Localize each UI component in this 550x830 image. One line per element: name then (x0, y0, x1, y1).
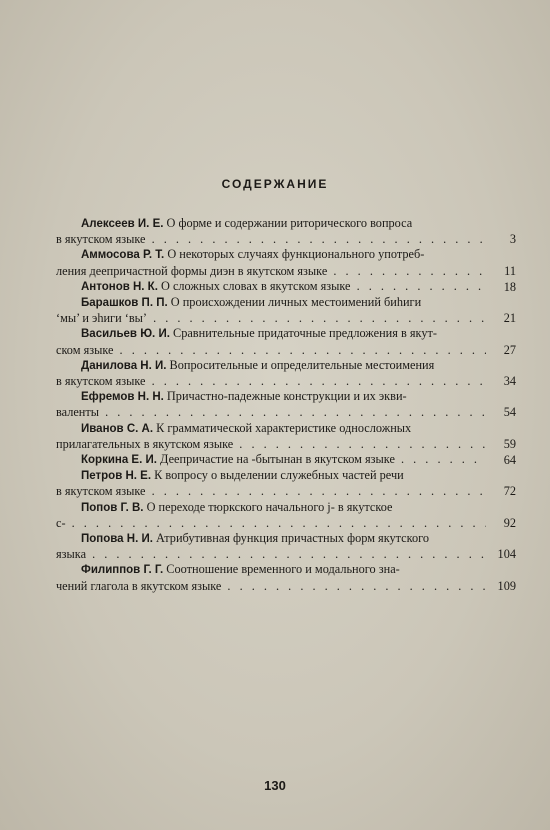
entry-author: Данилова Н. И. (81, 359, 167, 372)
entry-author: Попова Н. И. (81, 533, 153, 546)
entry-title: О переходе тюркского начального j- в якутское (146, 499, 393, 514)
entry-title: К вопросу о выделении служебных частей речи (154, 468, 404, 483)
entry-title: О некоторых случаях функционального употреб- (167, 247, 425, 262)
entry-line-1 (56, 421, 486, 437)
table-of-contents (56, 216, 516, 594)
entry-author: Петров Н. Е. (81, 470, 152, 483)
toc-entry (56, 452, 516, 468)
entry-author: Ефремов Н. Н. (81, 391, 164, 404)
entry-line-2: ления деепричастной формы диэн в якутском языке . . . (56, 264, 486, 279)
entry-author: Барашков П. П. (81, 297, 168, 310)
entry-page-number: 59 (503, 436, 516, 451)
entry-line-1 (56, 500, 486, 516)
entry-title: Сравнительные придаточные предложения в якут- (173, 326, 437, 341)
toc-entry (56, 247, 516, 278)
entry-line-2: ‘мы’ и эһиги ‘вы’ . . . (56, 311, 486, 326)
entry-page-number: 109 (497, 578, 516, 593)
entry-page-number: 18 (503, 279, 516, 294)
entry-line-1 (56, 452, 486, 468)
toc-entry (56, 468, 516, 499)
entry-line-1 (56, 279, 486, 295)
entry-author: Филиппов Г. Г. (81, 564, 164, 577)
entry-page-number: 21 (503, 311, 516, 326)
entry-line-2: с- . . . (56, 516, 486, 531)
entry-title: Вопросительные и определительные местоимения (169, 357, 435, 372)
entry-page-number: 64 (503, 453, 516, 468)
entry-line-2: валенты . . . (56, 405, 486, 420)
entry-author: Иванов С. А. (81, 422, 154, 435)
entry-title: О форме и содержании риторического вопроса (166, 216, 413, 230)
toc-entry (56, 326, 516, 357)
entry-title: Деепричастие на -бытынан в якутском языке (160, 452, 395, 467)
entry-author: Коркина Е. И. (81, 454, 157, 467)
toc-entry (56, 421, 516, 452)
toc-entry (56, 562, 516, 593)
entry-title: Соотношение временного и модального зна- (166, 562, 400, 577)
entry-title: Причастно-падежные конструкции и их экви- (166, 389, 407, 404)
toc-entry (56, 358, 516, 389)
entry-author: Аммосова Р. Т. (81, 249, 165, 262)
entry-author: Васильев Ю. И. (81, 328, 170, 341)
entry-page-number: 3 (509, 232, 516, 247)
toc-entry (56, 295, 516, 326)
entry-line-1 (56, 468, 486, 484)
entry-line-1 (56, 216, 486, 232)
entry-line-1 (56, 562, 486, 578)
entry-author: Попов Г. В. (81, 501, 144, 514)
entry-page-number: 54 (503, 405, 516, 420)
entry-line-1 (56, 295, 486, 311)
entry-title: Атрибутивная функция причастных форм якутского (156, 531, 430, 546)
toc-entry (56, 279, 516, 295)
toc-entry (56, 389, 516, 420)
entry-title: О происхождении личных местоимений биһиги (170, 295, 422, 310)
entry-line-2: в якутском языке . . . (56, 374, 486, 389)
entry-page-number: 104 (497, 547, 516, 562)
entry-line-2: в якутском языке . . . (56, 232, 486, 247)
entry-page-number: 72 (503, 484, 516, 499)
entry-line-2: ском языке . . . (56, 343, 486, 358)
page-number: 130 (264, 778, 286, 793)
entry-line-1 (56, 389, 486, 405)
entry-page-number: 11 (504, 263, 516, 278)
entry-title: К грамматической характеристике односложных (156, 420, 412, 435)
toc-entry (56, 216, 516, 247)
entry-title: О сложных словах в якутском языке (160, 278, 351, 293)
entry-line-1 (56, 326, 486, 342)
entry-line-2: языка . . . (56, 547, 486, 562)
entry-line-1 (56, 531, 486, 547)
entry-page-number: 27 (503, 342, 516, 357)
entry-page-number: 34 (503, 374, 516, 389)
entry-author: Антонов Н. К. (81, 280, 158, 293)
entry-page-number: 92 (503, 515, 516, 530)
entry-author: Алексеев И. Е. (81, 218, 164, 230)
entry-line-2: в якутском языке . . . (56, 484, 486, 499)
toc-entry (56, 500, 516, 531)
entry-line-1 (56, 358, 486, 374)
toc-entry (56, 531, 516, 562)
entry-line-2: чений глагола в якутском языке . . . (56, 579, 486, 594)
page-heading: СОДЕРЖАНИЕ (221, 177, 329, 191)
entry-line-2: прилагательных в якутском языке . . . (56, 437, 486, 452)
entry-line-1 (56, 247, 486, 263)
